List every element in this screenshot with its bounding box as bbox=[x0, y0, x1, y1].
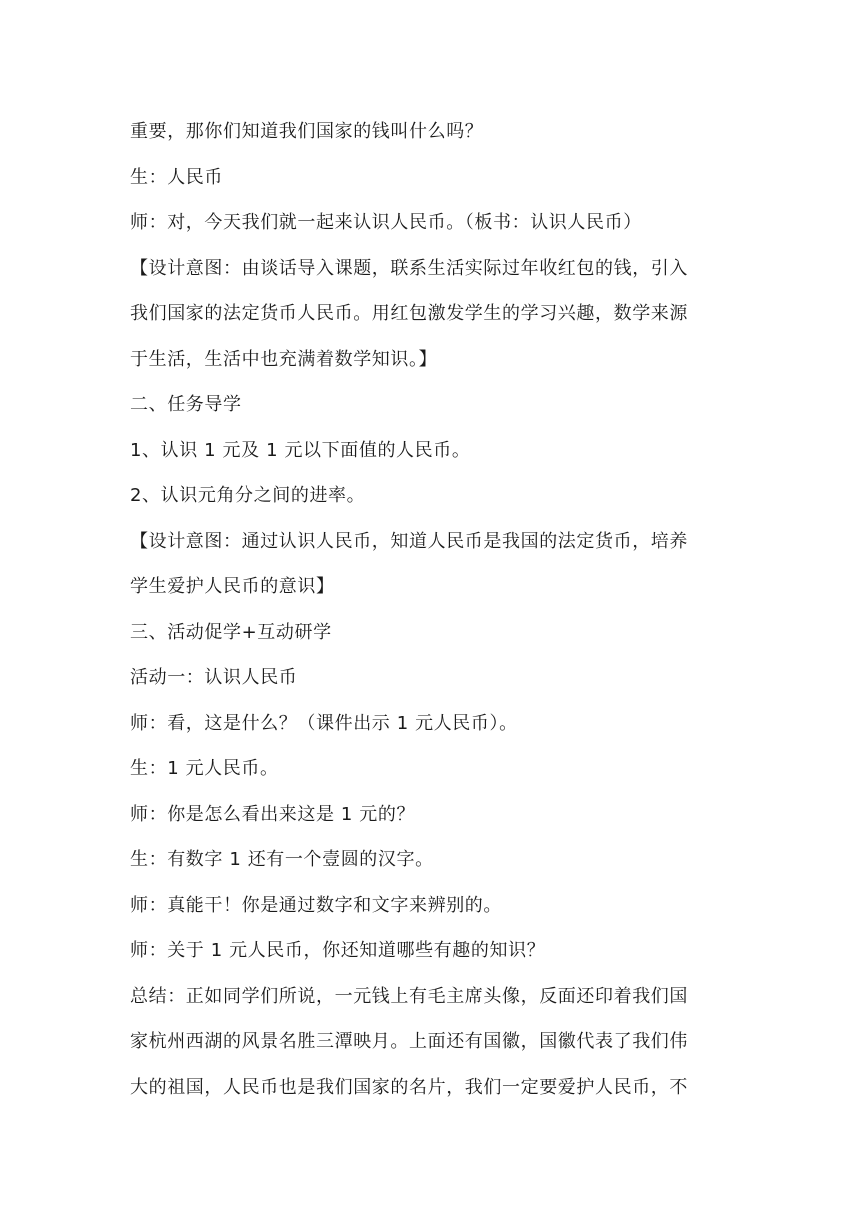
text-line: 师：对，今天我们就一起来认识人民币。（板书：认识人民币） bbox=[130, 212, 642, 233]
text-line: 生：人民币 bbox=[130, 166, 223, 188]
text-line: 师：你是怎么看出来这是 1 元的？ bbox=[130, 803, 416, 825]
design-intent-line: 我们国家的法定货币人民币。用红包激发学生的学习兴趣，数学来源 bbox=[130, 303, 688, 324]
design-intent-line: 【设计意图：由谈话导入课题，联系生活实际过年收红包的钱，引入 bbox=[130, 257, 688, 279]
text-line: 重要，那你们知道我们国家的钱叫什么吗？ bbox=[130, 121, 484, 142]
summary-line: 大的祖国，人民币也是我们国家的名片，我们一定要爱护人民币，不 bbox=[130, 1076, 688, 1098]
text-line: 生：1 元人民币。 bbox=[130, 758, 279, 779]
design-intent-line: 于生活，生活中也充满着数学知识。】 bbox=[130, 348, 438, 370]
design-intent-line: 【设计意图：通过认识人民币，知道人民币是我国的法定货币，培养 bbox=[130, 530, 688, 552]
activity-heading: 活动一：认识人民币 bbox=[130, 667, 298, 688]
text-line: 师：真能干！你是通过数字和文字来辨别的。 bbox=[130, 894, 502, 916]
text-line: 师：关于 1 元人民币，你还知道哪些有趣的知识？ bbox=[130, 940, 546, 961]
list-item: 1、认识 1 元及 1 元以下面值的人民币。 bbox=[130, 439, 471, 461]
document-body bbox=[130, 109, 735, 1110]
text-line: 生：有数字 1 还有一个壹圆的汉字。 bbox=[130, 849, 434, 870]
text-line: 师：看，这是什么？（课件出示 1 元人民币）。 bbox=[130, 712, 518, 734]
summary-line: 总结：正如同学们所说，一元钱上有毛主席头像，反面还印着我们国 bbox=[130, 985, 688, 1007]
section-heading: 二、任务导学 bbox=[130, 394, 242, 415]
list-item: 2、认识元角分之间的进率。 bbox=[130, 485, 366, 506]
section-heading: 三、活动促学+互动研学 bbox=[130, 621, 332, 643]
summary-line: 家杭州西湖的风景名胜三潭映月。上面还有国徽，国徽代表了我们伟 bbox=[130, 1031, 688, 1052]
design-intent-line: 学生爱护人民币的意识】 bbox=[130, 576, 335, 597]
